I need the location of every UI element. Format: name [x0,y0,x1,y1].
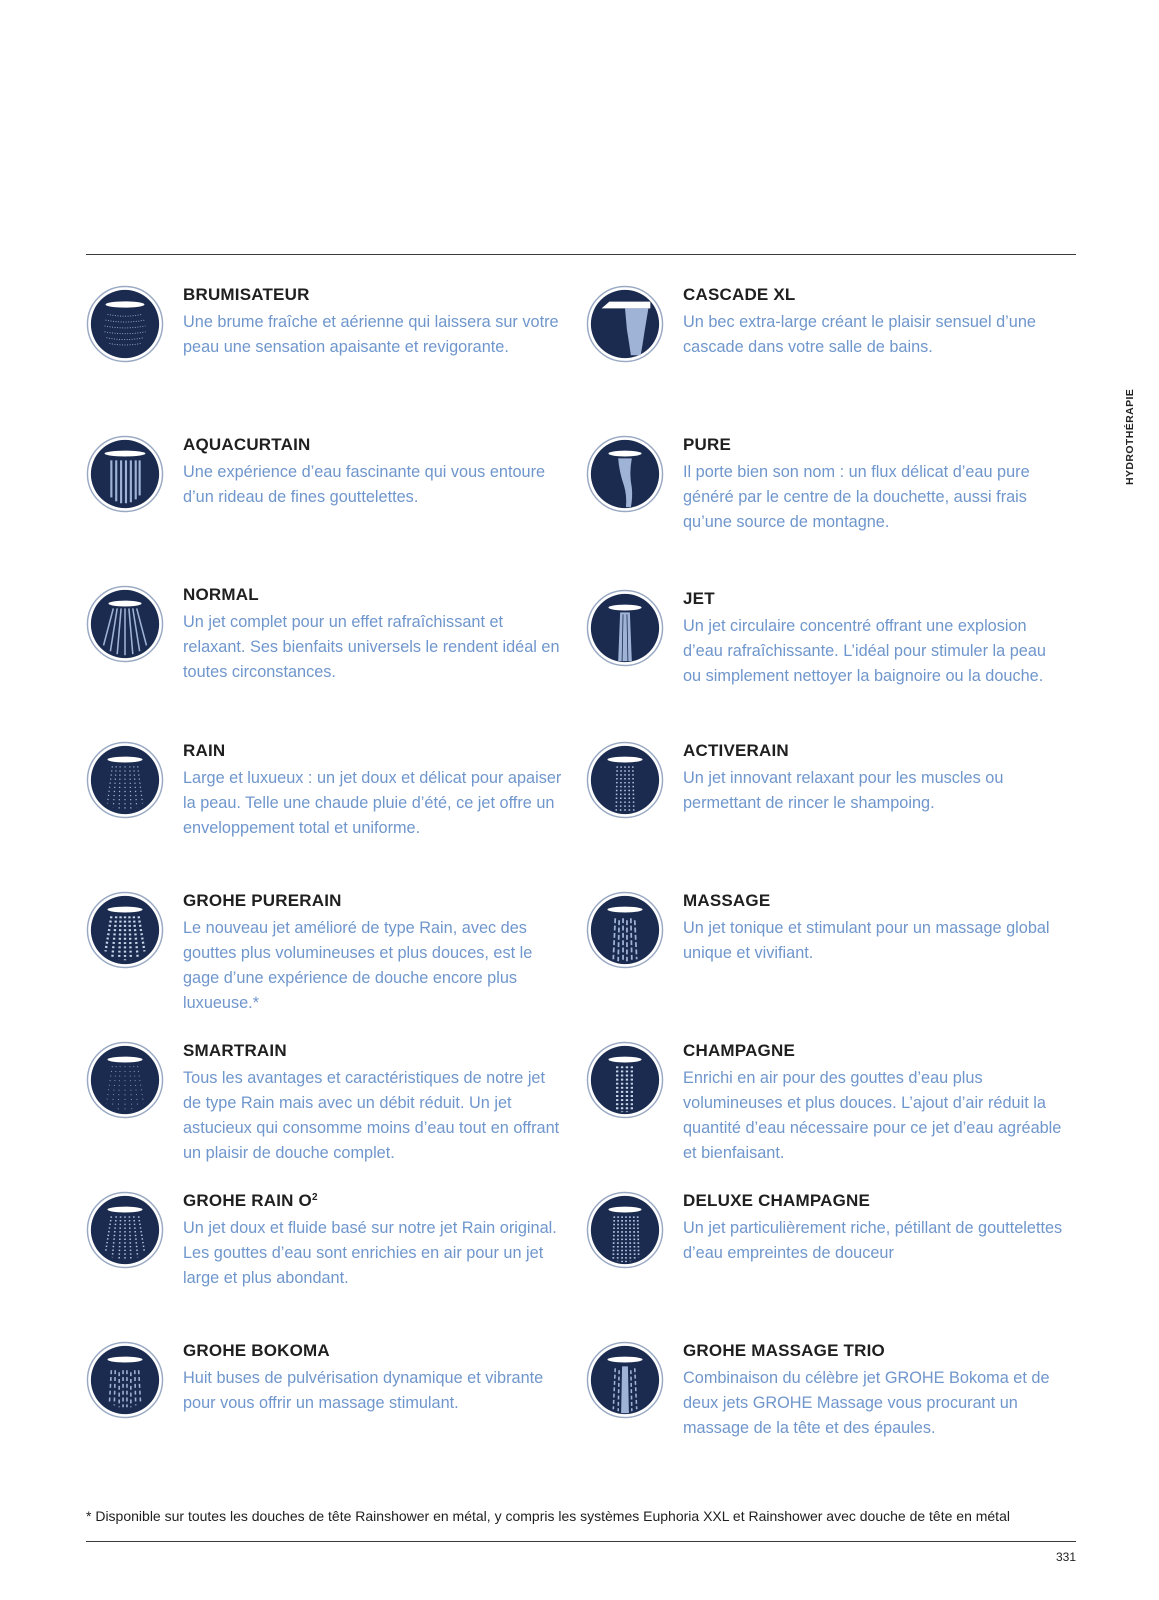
top-rule [86,254,1076,255]
spray-description: Le nouveau jet amélioré de type Rain, avec des gouttes plus volumineuses et plus douces, est le gage d’une expérience de douche encore plus luxueuse.* [183,919,533,1012]
normal-spray-icon [86,585,164,663]
activerain-icon [586,741,664,819]
spray-description: Un jet particulièrement riche, pétillant de gouttelettes d’eau empreintes de douceur [683,1219,1063,1262]
pure-icon [586,435,664,513]
spray-description: Un jet circulaire concentré offrant une explosion d’eau rafraîchissante. L’idéal pour stimuler la peau ou simplement nettoyer la baignoire ou la douche. [683,617,1046,685]
section-side-label: HYDROTHÉRAPIE [1124,388,1136,485]
deluxe-champagne-icon [586,1191,664,1269]
spray-title: GROHE RAIN $O^2$ [183,1191,318,1210]
spray-title: SMARTRAIN [183,1041,287,1060]
spray-title: MASSAGE [683,891,771,910]
spray-description: Large et luxueux : un jet doux et délicat pour apaiser la peau. Telle une chaude pluie d’été, ce jet offre un enveloppement total et uniforme. [183,769,562,837]
bottom-rule [86,1541,1076,1542]
spray-title: GROHE MASSAGE TRIO [683,1341,885,1360]
champagne-icon [586,1041,664,1119]
spray-description: Une expérience d’eau fascinante qui vous entoure d’un rideau de fines gouttelettes. [183,463,546,506]
spray-title: PURE [683,435,732,454]
spray-title: NORMAL [183,585,259,604]
spray-title: JET [683,589,715,608]
spray-title: BRUMISATEUR [183,285,310,304]
massage-trio-icon [586,1341,664,1419]
spray-title: ACTIVERAIN [683,741,789,760]
spray-title: RAIN [183,741,226,760]
bokoma-icon [86,1341,164,1419]
spray-description: Combinaison du célèbre jet GROHE Bokoma et de deux jets GROHE Massage vous procurant un massage de la tête et des épaules. [683,1369,1050,1437]
rain-icon [86,741,164,819]
spray-description: Huit buses de pulvérisation dynamique et vibrante pour vous offrir un massage stimulant. [183,1369,544,1412]
footnote: * Disponible sur toutes les douches de tête Rainshower en métal, y compris les systèmes Euphoria XXL et Rainshower avec douche de tête en métal [86,1508,1010,1524]
spray-description: Un jet doux et fluide basé sur notre jet Rain original. Les gouttes d’eau sont enrichies en air pour un jet large et plus abondant. [183,1219,557,1287]
spray-title: AQUACURTAIN [183,435,311,454]
spray-description: Tous les avantages et caractéristiques de notre jet de type Rain mais avec un débit réduit. Un jet astucieux qui consomme moins d’eau tout en offrant un plaisir de douche complet. [183,1069,560,1162]
smartrain-icon [86,1041,164,1119]
cascade-xl-icon [586,285,664,363]
spray-title: GROHE PURERAIN [183,891,342,910]
mist-icon [86,285,164,363]
spray-title: DELUXE CHAMPAGNE [683,1191,871,1210]
spray-description: Il porte bien son nom : un flux délicat d’eau pure généré par le centre de la douchette, aussi frais qu’une source de montagne. [683,463,1030,531]
spray-description: Enrichi en air pour des gouttes d’eau plus volumineuses et plus douces. L’ajout d’air réduit la quantité d’eau nécessaire pour ce jet d’eau agréable et bienfaisant. [683,1069,1062,1162]
spray-title: CHAMPAGNE [683,1041,795,1060]
jet-icon [586,589,664,667]
spray-description: Un bec extra-large créant le plaisir sensuel d’une cascade dans votre salle de bains. [683,313,1036,356]
page-number: 331 [1055,1550,1076,1564]
spray-description: Un jet complet pour un effet rafraîchissant et relaxant. Ses bienfaits universels le rendent idéal en toutes circonstances. [183,613,560,681]
spray-description: Un jet tonique et stimulant pour un massage global unique et vivifiant. [683,919,1050,962]
rain-o2-icon [86,1191,164,1269]
spray-title: CASCADE XL [683,285,796,304]
spray-title: GROHE BOKOMA [183,1341,330,1360]
massage-icon [586,891,664,969]
spray-description: Une brume fraîche et aérienne qui laissera sur votre peau une sensation apaisante et revigorante. [183,313,559,356]
aquacurtain-icon [86,435,164,513]
spray-description: Un jet innovant relaxant pour les muscles ou permettant de rincer le shampoing. [683,769,1004,812]
purerain-icon [86,891,164,969]
